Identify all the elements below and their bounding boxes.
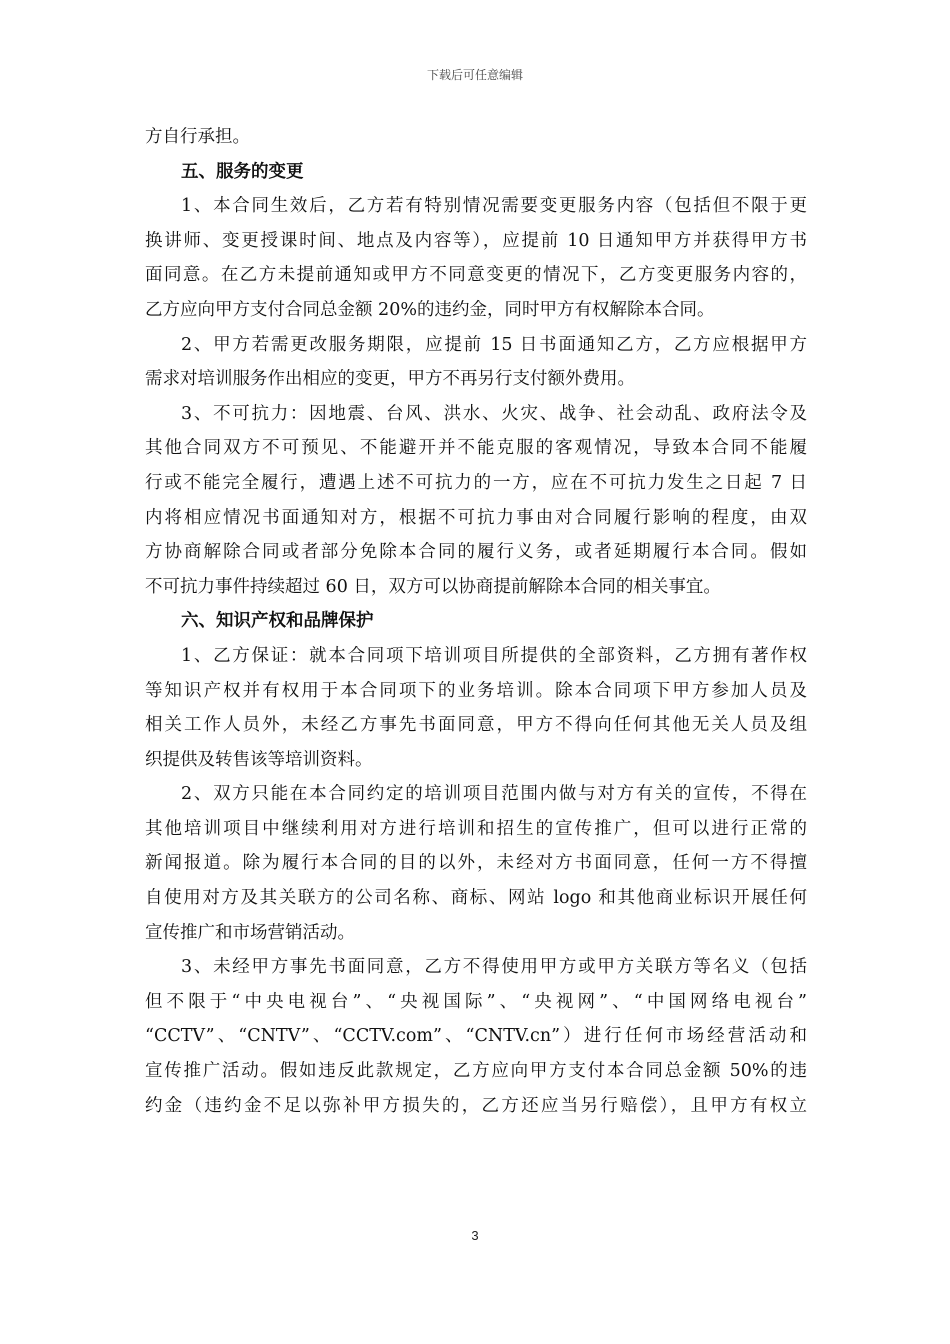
page-number: 3 bbox=[471, 1228, 479, 1243]
paragraph-line: 不可抗力事件持续超过 60 日，双方可以协商提前解除本合同的相关事宜。 bbox=[145, 576, 721, 597]
paragraph-line: 1、乙方保证：就本合同项下培训项目所提供的全部资料，乙方拥有著作权 bbox=[181, 645, 807, 666]
paragraph-line: 但不限于“中央电视台”、“央视国际”、“央视网”、“中国网络电视台” bbox=[145, 991, 807, 1012]
paragraph-line: 内将相应情况书面通知对方，根据不可抗力事由对合同履行影响的程度，由双 bbox=[145, 507, 807, 528]
paragraph-line: 行或不能完全履行，遭遇上述不可抗力的一方，应在不可抗力发生之日起 7 日 bbox=[145, 472, 807, 493]
paragraph-line: 面同意。在乙方未提前通知或甲方不同意变更的情况下，乙方变更服务内容的， bbox=[145, 265, 807, 286]
paragraph-line: 乙方应向甲方支付合同总金额 20%的违约金，同时甲方有权解除本合同。 bbox=[145, 299, 715, 320]
section-heading: 五、服务的变更 bbox=[181, 161, 304, 182]
paragraph-line: 其他合同双方不可预见、不能避开并不能克服的客观情况，导致本合同不能履 bbox=[145, 438, 807, 459]
paragraph-line: 方协商解除合同或者部分免除本合同的履行义务，或者延期履行本合同。假如 bbox=[145, 542, 807, 563]
paragraph-line: 宣传推广和市场营销活动。 bbox=[145, 922, 355, 943]
paragraph-line: 约金（违约金不足以弥补甲方损失的，乙方还应当另行赔偿），且甲方有权立 bbox=[145, 1095, 807, 1116]
paragraph-line: 织提供及转售该等培训资料。 bbox=[145, 749, 373, 770]
paragraph-line: 需求对培训服务作出相应的变更，甲方不再另行支付额外费用。 bbox=[145, 369, 635, 390]
paragraph-line: 3、不可抗力：因地震、台风、洪水、火灾、战争、社会动乱、政府法令及 bbox=[181, 403, 807, 424]
paragraph-line: 2、双方只能在本合同约定的培训项目范围内做与对方有关的宣传，不得在 bbox=[181, 784, 807, 805]
page-header-note: 下载后可任意编辑 bbox=[426, 68, 523, 82]
document-body bbox=[145, 120, 807, 1123]
text-line: 方自行承担。 bbox=[145, 127, 250, 147]
paragraph-line: 3、未经甲方事先书面同意，乙方不得使用甲方或甲方关联方等名义（包括 bbox=[181, 957, 807, 978]
paragraph-line: 新闻报道。除为履行本合同的目的以外，未经对方书面同意，任何一方不得擅 bbox=[145, 853, 807, 874]
paragraph-line: 自使用对方及其关联方的公司名称、商标、网站 logo 和其他商业标识开展任何 bbox=[145, 888, 807, 909]
paragraph-line: 2、甲方若需更改服务期限，应提前 15 日书面通知乙方，乙方应根据甲方 bbox=[181, 334, 807, 355]
paragraph-line: 换讲师、变更授课时间、地点及内容等），应提前 10 日通知甲方并获得甲方书 bbox=[145, 230, 807, 251]
paragraph-line: 宣传推广活动。假如违反此款规定，乙方应向甲方支付本合同总金额 50%的违 bbox=[145, 1061, 807, 1082]
paragraph-line: 相关工作人员外，未经乙方事先书面同意，甲方不得向任何其他无关人员及组 bbox=[145, 715, 807, 736]
paragraph-line: 等知识产权并有权用于本合同项下的业务培训。除本合同项下甲方参加人员及 bbox=[145, 680, 807, 701]
section-heading: 六、知识产权和品牌保护 bbox=[181, 611, 374, 632]
paragraph-line: 1、本合同生效后，乙方若有特别情况需要变更服务内容（包括但不限于更 bbox=[181, 196, 807, 217]
paragraph-line: “CCTV”、“CNTV”、“CCTV.com”、“CNTV.cn”）进行任何市场经营活动和 bbox=[145, 1026, 807, 1047]
paragraph-line: 其他培训项目中继续利用对方进行培训和招生的宣传推广，但可以进行正常的 bbox=[145, 818, 807, 839]
